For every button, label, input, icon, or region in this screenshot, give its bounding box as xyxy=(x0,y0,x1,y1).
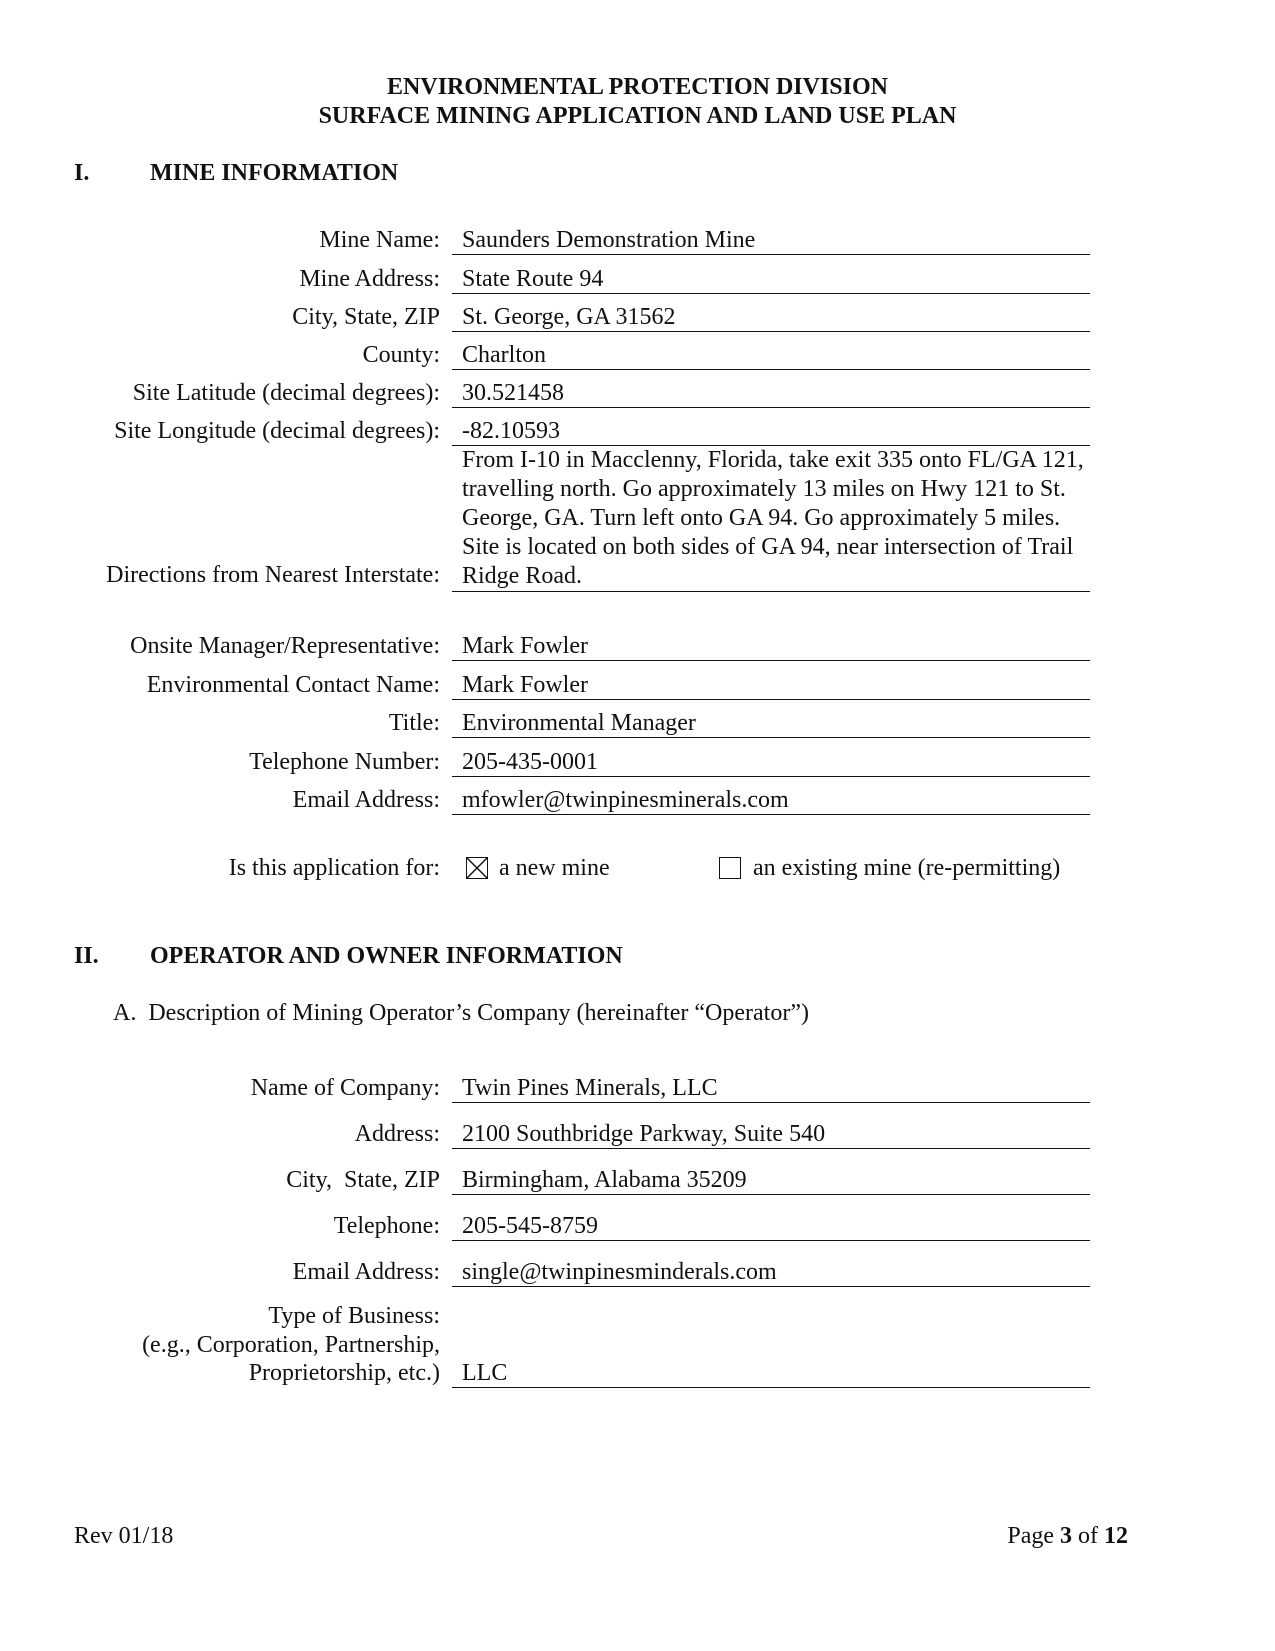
field-label: Onsite Manager/Representative: xyxy=(130,633,440,659)
subsection-a-title: A. Description of Mining Operator’s Company (hereinafter “Operator”) xyxy=(113,1000,809,1026)
field-directions xyxy=(0,446,1275,596)
field-label: County: xyxy=(362,342,440,368)
mine-address-value[interactable]: State Route 94 xyxy=(452,265,1090,294)
field-environmental-contact xyxy=(0,671,1275,701)
section-2-title: OPERATOR AND OWNER INFORMATION xyxy=(150,943,623,969)
company-telephone-value[interactable]: 205-545-8759 xyxy=(452,1212,1090,1241)
field-company-telephone xyxy=(0,1212,1275,1242)
field-mine-name xyxy=(0,226,1275,256)
county-value[interactable]: Charlton xyxy=(452,341,1090,370)
field-onsite-manager xyxy=(0,632,1275,662)
title-value[interactable]: Environmental Manager xyxy=(452,709,1090,738)
field-label: City, State, ZIP xyxy=(292,304,440,330)
revision-label: Rev 01/18 xyxy=(74,1523,174,1549)
onsite-manager-value[interactable]: Mark Fowler xyxy=(452,632,1090,661)
field-company-name xyxy=(0,1074,1275,1104)
business-label-line1: Type of Business: xyxy=(268,1303,440,1329)
mine-name-value[interactable]: Saunders Demonstration Mine xyxy=(452,226,1090,255)
site-latitude-value[interactable]: 30.521458 xyxy=(452,379,1090,408)
field-company-city-state-zip xyxy=(0,1166,1275,1196)
page-of: of xyxy=(1078,1523,1098,1549)
field-site-latitude xyxy=(0,379,1275,409)
telephone-number-value[interactable]: 205-435-0001 xyxy=(452,748,1090,777)
field-label: Site Longitude (decimal degrees): xyxy=(114,418,440,444)
field-type-of-business xyxy=(0,1302,1275,1392)
existing-mine-label: an existing mine (re-permitting) xyxy=(753,855,1061,881)
field-label: Telephone: xyxy=(333,1213,440,1239)
field-company-address xyxy=(0,1120,1275,1150)
site-longitude-value[interactable]: -82.10593 xyxy=(452,417,1090,446)
field-label: Email Address: xyxy=(292,1259,440,1285)
section-2-number: II. xyxy=(74,943,99,969)
document-title-line1: ENVIRONMENTAL PROTECTION DIVISION xyxy=(387,74,888,100)
business-label-line3: Proprietorship, etc.) xyxy=(248,1360,440,1386)
field-label: Name of Company: xyxy=(250,1075,440,1101)
company-name-value[interactable]: Twin Pines Minerals, LLC xyxy=(452,1074,1090,1103)
field-label: City, State, ZIP xyxy=(286,1167,440,1193)
city-state-zip-value[interactable]: St. George, GA 31562 xyxy=(452,303,1090,332)
field-title xyxy=(0,709,1275,739)
company-city-state-zip-value[interactable]: Birmingham, Alabama 35209 xyxy=(452,1166,1090,1195)
company-email-value[interactable]: single@twinpinesminderals.com xyxy=(452,1258,1090,1287)
field-label: Address: xyxy=(354,1121,440,1147)
type-of-business-value[interactable]: LLC xyxy=(452,1359,1090,1388)
field-label: Title: xyxy=(388,710,440,736)
directions-label: Directions from Nearest Interstate: xyxy=(106,562,440,588)
section-1-title: MINE INFORMATION xyxy=(150,160,399,186)
field-label: Telephone Number: xyxy=(249,749,440,775)
company-address-value[interactable]: 2100 Southbridge Parkway, Suite 540 xyxy=(452,1120,1090,1149)
field-mine-address xyxy=(0,265,1275,295)
field-label: Mine Address: xyxy=(299,266,440,292)
field-label: Email Address: xyxy=(292,787,440,813)
application-type-label: Is this application for: xyxy=(228,855,440,881)
field-company-email xyxy=(0,1258,1275,1288)
business-label-line2: (e.g., Corporation, Partnership, xyxy=(142,1332,440,1358)
page-number xyxy=(1007,1523,1128,1550)
document-title-line2: SURFACE MINING APPLICATION AND LAND USE PLAN xyxy=(318,103,957,129)
field-label: Environmental Contact Name: xyxy=(146,672,440,698)
field-city-state-zip xyxy=(0,303,1275,333)
field-email-address xyxy=(0,786,1275,816)
field-telephone-number xyxy=(0,748,1275,778)
directions-value[interactable]: From I-10 in Macclenny, Florida, take exit 335 onto FL/GA 121, travelling north. Go approximately 13 miles on Hwy 121 to St. George, GA. Turn left onto GA 94. Go approximately 5 miles. Site is located on both sides of GA 94, near intersection of Trail Ridge Road. xyxy=(452,446,1090,592)
page-prefix: Page xyxy=(1007,1523,1054,1549)
new-mine-label: a new mine xyxy=(499,855,610,881)
field-site-longitude xyxy=(0,417,1275,447)
environmental-contact-value[interactable]: Mark Fowler xyxy=(452,671,1090,700)
section-1-number: I. xyxy=(74,160,90,186)
page-total: 12 xyxy=(1104,1523,1128,1549)
new-mine-checkbox[interactable] xyxy=(466,857,488,879)
field-label: Mine Name: xyxy=(319,227,440,253)
existing-mine-checkbox[interactable] xyxy=(719,857,741,879)
application-type-row xyxy=(0,854,1275,884)
field-label: Site Latitude (decimal degrees): xyxy=(132,380,440,406)
page-current: 3 xyxy=(1060,1523,1072,1549)
field-county xyxy=(0,341,1275,371)
email-address-value[interactable]: mfowler@twinpinesminerals.com xyxy=(452,786,1090,815)
checkbox-x-icon xyxy=(467,858,487,878)
